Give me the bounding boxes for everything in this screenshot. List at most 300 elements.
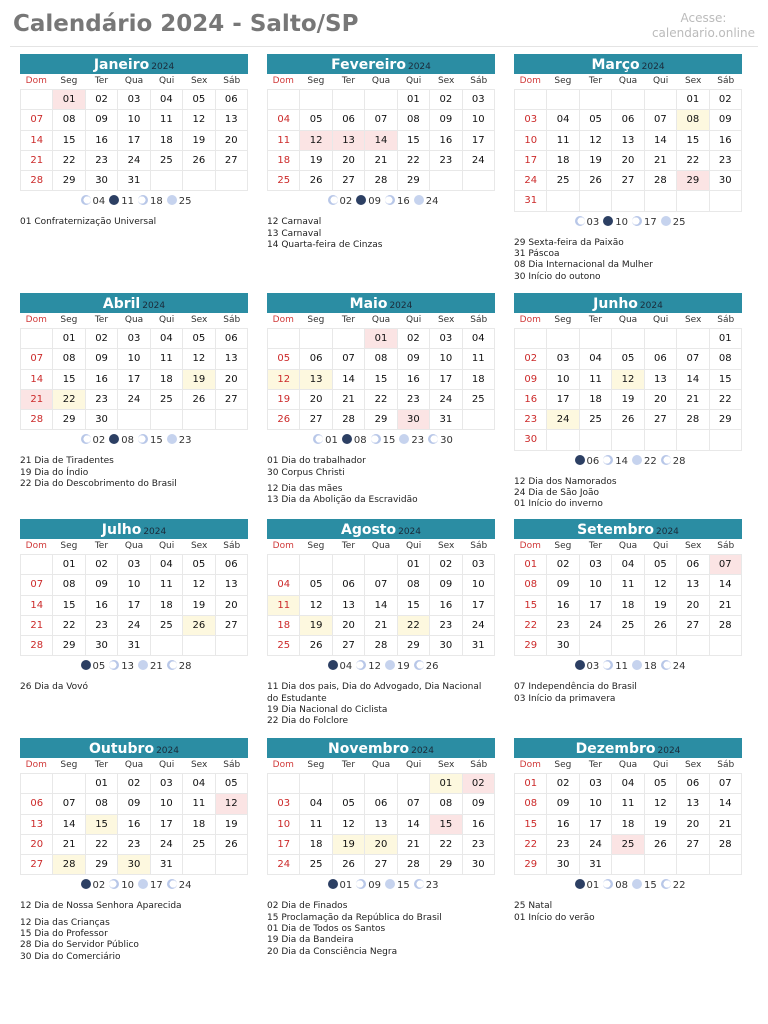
day-cell[interactable]: 25 [151, 151, 183, 171]
day-cell[interactable]: 04 [612, 774, 644, 794]
day-cell[interactable]: 16 [86, 596, 118, 616]
day-cell[interactable]: 10 [118, 575, 150, 595]
day-cell[interactable]: 24 [118, 151, 150, 171]
day-cell[interactable]: 30 [86, 410, 118, 430]
day-cell[interactable]: 23 [710, 151, 742, 171]
day-cell[interactable]: 09 [430, 110, 462, 130]
day-cell[interactable]: 12 [300, 131, 332, 151]
day-cell[interactable]: 03 [151, 774, 183, 794]
day-cell[interactable]: 27 [21, 855, 53, 875]
day-cell[interactable]: 14 [710, 575, 742, 595]
day-cell[interactable]: 04 [463, 329, 495, 349]
day-cell[interactable]: 27 [216, 151, 248, 171]
day-cell[interactable]: 18 [151, 370, 183, 390]
day-cell[interactable]: 10 [118, 349, 150, 369]
day-cell[interactable]: 21 [677, 390, 709, 410]
day-cell[interactable]: 20 [216, 596, 248, 616]
day-cell[interactable]: 31 [463, 636, 495, 656]
day-cell[interactable]: 26 [300, 636, 332, 656]
day-cell[interactable]: 18 [268, 616, 300, 636]
day-cell[interactable]: 19 [580, 151, 612, 171]
day-cell[interactable]: 26 [333, 855, 365, 875]
day-cell[interactable]: 15 [365, 370, 397, 390]
day-cell[interactable]: 08 [398, 110, 430, 130]
day-cell[interactable]: 08 [398, 575, 430, 595]
day-cell[interactable]: 12 [645, 575, 677, 595]
day-cell[interactable]: 25 [547, 171, 579, 191]
day-cell[interactable]: 07 [710, 555, 742, 575]
day-cell[interactable]: 05 [580, 110, 612, 130]
day-cell[interactable]: 12 [612, 370, 644, 390]
day-cell[interactable]: 13 [645, 370, 677, 390]
day-cell[interactable]: 18 [463, 370, 495, 390]
day-cell[interactable]: 21 [21, 616, 53, 636]
day-cell[interactable]: 14 [333, 370, 365, 390]
day-cell[interactable]: 30 [463, 855, 495, 875]
day-cell[interactable]: 03 [463, 90, 495, 110]
day-cell[interactable]: 31 [515, 191, 547, 211]
day-cell[interactable]: 15 [53, 131, 85, 151]
day-cell[interactable]: 03 [268, 794, 300, 814]
day-cell[interactable]: 09 [515, 370, 547, 390]
day-cell[interactable]: 05 [300, 110, 332, 130]
day-cell[interactable]: 22 [86, 835, 118, 855]
day-cell[interactable]: 19 [183, 596, 215, 616]
day-cell[interactable]: 29 [515, 855, 547, 875]
day-cell[interactable]: 06 [645, 349, 677, 369]
day-cell[interactable]: 18 [612, 596, 644, 616]
day-cell[interactable]: 21 [710, 596, 742, 616]
day-cell[interactable]: 21 [21, 151, 53, 171]
day-cell[interactable]: 05 [300, 575, 332, 595]
day-cell[interactable]: 02 [86, 329, 118, 349]
day-cell[interactable]: 04 [612, 555, 644, 575]
day-cell[interactable]: 06 [216, 555, 248, 575]
day-cell[interactable]: 11 [547, 131, 579, 151]
day-cell[interactable]: 22 [53, 390, 85, 410]
day-cell[interactable]: 17 [268, 835, 300, 855]
day-cell[interactable]: 11 [612, 794, 644, 814]
day-cell[interactable]: 17 [118, 131, 150, 151]
day-cell[interactable]: 15 [515, 596, 547, 616]
day-cell[interactable]: 25 [183, 835, 215, 855]
day-cell[interactable]: 06 [677, 774, 709, 794]
day-cell[interactable]: 30 [547, 636, 579, 656]
day-cell[interactable]: 11 [151, 110, 183, 130]
day-cell[interactable]: 04 [151, 90, 183, 110]
day-cell[interactable]: 14 [365, 131, 397, 151]
day-cell[interactable]: 02 [430, 90, 462, 110]
day-cell[interactable]: 26 [183, 151, 215, 171]
day-cell[interactable]: 26 [183, 390, 215, 410]
day-cell[interactable]: 26 [645, 835, 677, 855]
day-cell[interactable]: 23 [547, 835, 579, 855]
day-cell[interactable]: 19 [183, 370, 215, 390]
day-cell[interactable]: 11 [580, 370, 612, 390]
day-cell[interactable]: 12 [333, 815, 365, 835]
day-cell[interactable]: 27 [300, 410, 332, 430]
day-cell[interactable]: 06 [300, 349, 332, 369]
day-cell[interactable]: 12 [183, 575, 215, 595]
day-cell[interactable]: 17 [151, 815, 183, 835]
day-cell[interactable]: 24 [515, 171, 547, 191]
day-cell[interactable]: 27 [645, 410, 677, 430]
day-cell[interactable]: 13 [216, 575, 248, 595]
day-cell[interactable]: 21 [53, 835, 85, 855]
day-cell[interactable]: 14 [21, 596, 53, 616]
day-cell[interactable]: 29 [53, 171, 85, 191]
day-cell[interactable]: 25 [151, 616, 183, 636]
day-cell[interactable]: 13 [216, 349, 248, 369]
day-cell[interactable]: 02 [547, 555, 579, 575]
day-cell[interactable]: 10 [580, 794, 612, 814]
day-cell[interactable]: 24 [463, 616, 495, 636]
day-cell[interactable]: 22 [53, 616, 85, 636]
day-cell[interactable]: 11 [463, 349, 495, 369]
day-cell[interactable]: 25 [612, 835, 644, 855]
day-cell[interactable]: 15 [430, 815, 462, 835]
day-cell[interactable]: 18 [151, 131, 183, 151]
day-cell[interactable]: 02 [86, 90, 118, 110]
day-cell[interactable]: 29 [365, 410, 397, 430]
day-cell[interactable]: 11 [268, 596, 300, 616]
day-cell[interactable]: 01 [53, 329, 85, 349]
day-cell[interactable]: 13 [677, 575, 709, 595]
day-cell[interactable]: 22 [515, 616, 547, 636]
day-cell[interactable]: 04 [151, 555, 183, 575]
day-cell[interactable]: 05 [645, 774, 677, 794]
day-cell[interactable]: 23 [547, 616, 579, 636]
day-cell[interactable]: 21 [365, 616, 397, 636]
day-cell[interactable]: 20 [645, 390, 677, 410]
day-cell[interactable]: 23 [86, 390, 118, 410]
day-cell[interactable]: 18 [547, 151, 579, 171]
day-cell[interactable]: 19 [183, 131, 215, 151]
day-cell[interactable]: 21 [365, 151, 397, 171]
day-cell[interactable]: 15 [53, 370, 85, 390]
day-cell[interactable]: 01 [398, 555, 430, 575]
day-cell[interactable]: 11 [612, 575, 644, 595]
day-cell[interactable]: 29 [398, 171, 430, 191]
day-cell[interactable]: 08 [86, 794, 118, 814]
day-cell[interactable]: 03 [118, 90, 150, 110]
day-cell[interactable]: 22 [365, 390, 397, 410]
day-cell[interactable]: 22 [677, 151, 709, 171]
day-cell[interactable]: 09 [547, 575, 579, 595]
day-cell[interactable]: 05 [183, 329, 215, 349]
day-cell[interactable]: 17 [463, 596, 495, 616]
day-cell[interactable]: 07 [53, 794, 85, 814]
day-cell[interactable]: 28 [53, 855, 85, 875]
day-cell[interactable]: 20 [333, 151, 365, 171]
day-cell[interactable]: 24 [268, 855, 300, 875]
day-cell[interactable]: 16 [515, 390, 547, 410]
day-cell[interactable]: 14 [677, 370, 709, 390]
day-cell[interactable]: 11 [151, 575, 183, 595]
day-cell[interactable]: 04 [547, 110, 579, 130]
day-cell[interactable]: 23 [86, 151, 118, 171]
day-cell[interactable]: 16 [86, 131, 118, 151]
day-cell[interactable]: 15 [53, 596, 85, 616]
day-cell[interactable]: 07 [365, 110, 397, 130]
day-cell[interactable]: 07 [333, 349, 365, 369]
day-cell[interactable]: 11 [151, 349, 183, 369]
day-cell[interactable]: 21 [333, 390, 365, 410]
day-cell[interactable]: 13 [677, 794, 709, 814]
day-cell[interactable]: 24 [580, 616, 612, 636]
day-cell[interactable]: 19 [333, 835, 365, 855]
day-cell[interactable]: 14 [21, 370, 53, 390]
day-cell[interactable]: 28 [677, 410, 709, 430]
day-cell[interactable]: 15 [398, 596, 430, 616]
day-cell[interactable]: 10 [515, 131, 547, 151]
day-cell[interactable]: 23 [430, 616, 462, 636]
day-cell[interactable]: 21 [710, 815, 742, 835]
day-cell[interactable]: 29 [398, 636, 430, 656]
day-cell[interactable]: 13 [300, 370, 332, 390]
day-cell[interactable]: 19 [645, 596, 677, 616]
day-cell[interactable]: 22 [515, 835, 547, 855]
day-cell[interactable]: 26 [216, 835, 248, 855]
day-cell[interactable]: 05 [333, 794, 365, 814]
day-cell[interactable]: 05 [183, 90, 215, 110]
day-cell[interactable]: 17 [118, 596, 150, 616]
day-cell[interactable]: 19 [268, 390, 300, 410]
day-cell[interactable]: 25 [268, 171, 300, 191]
day-cell[interactable]: 05 [645, 555, 677, 575]
day-cell[interactable]: 25 [580, 410, 612, 430]
day-cell[interactable]: 24 [580, 835, 612, 855]
day-cell[interactable]: 28 [710, 616, 742, 636]
day-cell[interactable]: 08 [677, 110, 709, 130]
day-cell[interactable]: 10 [580, 575, 612, 595]
day-cell[interactable]: 17 [515, 151, 547, 171]
day-cell[interactable]: 30 [515, 430, 547, 450]
day-cell[interactable]: 14 [21, 131, 53, 151]
day-cell[interactable]: 06 [612, 110, 644, 130]
day-cell[interactable]: 27 [216, 616, 248, 636]
day-cell[interactable]: 18 [268, 151, 300, 171]
day-cell[interactable]: 19 [300, 151, 332, 171]
day-cell[interactable]: 07 [21, 349, 53, 369]
day-cell[interactable]: 28 [21, 636, 53, 656]
day-cell[interactable]: 22 [398, 151, 430, 171]
day-cell[interactable]: 16 [710, 131, 742, 151]
day-cell[interactable]: 13 [365, 815, 397, 835]
day-cell[interactable]: 04 [268, 110, 300, 130]
day-cell[interactable]: 02 [547, 774, 579, 794]
day-cell[interactable]: 03 [430, 329, 462, 349]
day-cell[interactable]: 14 [53, 815, 85, 835]
day-cell[interactable]: 24 [547, 410, 579, 430]
day-cell[interactable]: 10 [547, 370, 579, 390]
day-cell[interactable]: 04 [580, 349, 612, 369]
day-cell[interactable]: 16 [547, 815, 579, 835]
day-cell[interactable]: 12 [216, 794, 248, 814]
day-cell[interactable]: 22 [430, 835, 462, 855]
day-cell[interactable]: 26 [268, 410, 300, 430]
day-cell[interactable]: 19 [645, 815, 677, 835]
day-cell[interactable]: 08 [365, 349, 397, 369]
day-cell[interactable]: 28 [21, 171, 53, 191]
day-cell[interactable]: 29 [677, 171, 709, 191]
day-cell[interactable]: 30 [430, 636, 462, 656]
day-cell[interactable]: 15 [677, 131, 709, 151]
day-cell[interactable]: 20 [21, 835, 53, 855]
day-cell[interactable]: 28 [333, 410, 365, 430]
day-cell[interactable]: 01 [430, 774, 462, 794]
day-cell[interactable]: 08 [53, 349, 85, 369]
day-cell[interactable]: 07 [21, 110, 53, 130]
day-cell[interactable]: 18 [580, 390, 612, 410]
day-cell[interactable]: 09 [398, 349, 430, 369]
day-cell[interactable]: 07 [677, 349, 709, 369]
day-cell[interactable]: 12 [183, 349, 215, 369]
day-cell[interactable]: 22 [398, 616, 430, 636]
day-cell[interactable]: 18 [300, 835, 332, 855]
day-cell[interactable]: 08 [710, 349, 742, 369]
day-cell[interactable]: 23 [463, 835, 495, 855]
day-cell[interactable]: 19 [300, 616, 332, 636]
day-cell[interactable]: 21 [645, 151, 677, 171]
day-cell[interactable]: 16 [430, 596, 462, 616]
day-cell[interactable]: 20 [216, 131, 248, 151]
day-cell[interactable]: 21 [398, 835, 430, 855]
day-cell[interactable]: 11 [183, 794, 215, 814]
day-cell[interactable]: 30 [398, 410, 430, 430]
day-cell[interactable]: 29 [515, 636, 547, 656]
day-cell[interactable]: 12 [183, 110, 215, 130]
day-cell[interactable]: 02 [515, 349, 547, 369]
day-cell[interactable]: 26 [300, 171, 332, 191]
day-cell[interactable]: 11 [268, 131, 300, 151]
day-cell[interactable]: 10 [118, 110, 150, 130]
day-cell[interactable]: 27 [333, 636, 365, 656]
day-cell[interactable]: 02 [118, 774, 150, 794]
day-cell[interactable]: 28 [365, 636, 397, 656]
day-cell[interactable]: 22 [710, 390, 742, 410]
day-cell[interactable]: 01 [710, 329, 742, 349]
day-cell[interactable]: 31 [430, 410, 462, 430]
day-cell[interactable]: 09 [86, 349, 118, 369]
day-cell[interactable]: 24 [118, 616, 150, 636]
day-cell[interactable]: 18 [183, 815, 215, 835]
day-cell[interactable]: 03 [118, 329, 150, 349]
day-cell[interactable]: 23 [398, 390, 430, 410]
day-cell[interactable]: 10 [268, 815, 300, 835]
day-cell[interactable]: 18 [151, 596, 183, 616]
day-cell[interactable]: 12 [268, 370, 300, 390]
day-cell[interactable]: 28 [710, 835, 742, 855]
day-cell[interactable]: 01 [86, 774, 118, 794]
day-cell[interactable]: 02 [86, 555, 118, 575]
day-cell[interactable]: 21 [21, 390, 53, 410]
day-cell[interactable]: 01 [677, 90, 709, 110]
day-cell[interactable]: 16 [86, 370, 118, 390]
day-cell[interactable]: 23 [430, 151, 462, 171]
day-cell[interactable]: 20 [216, 370, 248, 390]
day-cell[interactable]: 16 [430, 131, 462, 151]
day-cell[interactable]: 28 [398, 855, 430, 875]
day-cell[interactable]: 01 [515, 774, 547, 794]
day-cell[interactable]: 08 [53, 110, 85, 130]
day-cell[interactable]: 08 [53, 575, 85, 595]
day-cell[interactable]: 10 [463, 110, 495, 130]
day-cell[interactable]: 27 [612, 171, 644, 191]
day-cell[interactable]: 24 [151, 835, 183, 855]
day-cell[interactable]: 15 [515, 815, 547, 835]
day-cell[interactable]: 07 [398, 794, 430, 814]
day-cell[interactable]: 20 [300, 390, 332, 410]
day-cell[interactable]: 03 [515, 110, 547, 130]
day-cell[interactable]: 31 [118, 171, 150, 191]
day-cell[interactable]: 27 [677, 835, 709, 855]
day-cell[interactable]: 10 [151, 794, 183, 814]
site-url[interactable]: calendario.online [651, 26, 755, 40]
day-cell[interactable]: 13 [21, 815, 53, 835]
day-cell[interactable]: 09 [86, 110, 118, 130]
day-cell[interactable]: 08 [515, 575, 547, 595]
day-cell[interactable]: 09 [710, 110, 742, 130]
day-cell[interactable]: 24 [118, 390, 150, 410]
day-cell[interactable]: 01 [515, 555, 547, 575]
day-cell[interactable]: 07 [645, 110, 677, 130]
day-cell[interactable]: 16 [118, 815, 150, 835]
day-cell[interactable]: 12 [580, 131, 612, 151]
day-cell[interactable]: 25 [268, 636, 300, 656]
day-cell[interactable]: 29 [86, 855, 118, 875]
day-cell[interactable]: 16 [547, 596, 579, 616]
day-cell[interactable]: 24 [430, 390, 462, 410]
day-cell[interactable]: 19 [216, 815, 248, 835]
day-cell[interactable]: 20 [677, 596, 709, 616]
day-cell[interactable]: 26 [580, 171, 612, 191]
day-cell[interactable]: 29 [430, 855, 462, 875]
day-cell[interactable]: 17 [547, 390, 579, 410]
day-cell[interactable]: 30 [710, 171, 742, 191]
day-cell[interactable]: 02 [430, 555, 462, 575]
day-cell[interactable]: 17 [580, 596, 612, 616]
day-cell[interactable]: 08 [430, 794, 462, 814]
day-cell[interactable]: 03 [547, 349, 579, 369]
day-cell[interactable]: 05 [612, 349, 644, 369]
day-cell[interactable]: 11 [300, 815, 332, 835]
day-cell[interactable]: 19 [612, 390, 644, 410]
day-cell[interactable]: 25 [463, 390, 495, 410]
day-cell[interactable]: 03 [580, 555, 612, 575]
day-cell[interactable]: 05 [216, 774, 248, 794]
day-cell[interactable]: 06 [333, 110, 365, 130]
day-cell[interactable]: 07 [710, 774, 742, 794]
day-cell[interactable]: 02 [710, 90, 742, 110]
day-cell[interactable]: 01 [53, 90, 85, 110]
day-cell[interactable]: 06 [677, 555, 709, 575]
day-cell[interactable]: 27 [216, 390, 248, 410]
day-cell[interactable]: 03 [463, 555, 495, 575]
day-cell[interactable]: 25 [151, 390, 183, 410]
day-cell[interactable]: 01 [53, 555, 85, 575]
day-cell[interactable]: 14 [710, 794, 742, 814]
day-cell[interactable]: 07 [21, 575, 53, 595]
day-cell[interactable]: 08 [515, 794, 547, 814]
day-cell[interactable]: 31 [151, 855, 183, 875]
day-cell[interactable]: 12 [300, 596, 332, 616]
day-cell[interactable]: 18 [612, 815, 644, 835]
day-cell[interactable]: 24 [463, 151, 495, 171]
day-cell[interactable]: 04 [183, 774, 215, 794]
day-cell[interactable]: 20 [677, 815, 709, 835]
day-cell[interactable]: 20 [333, 616, 365, 636]
